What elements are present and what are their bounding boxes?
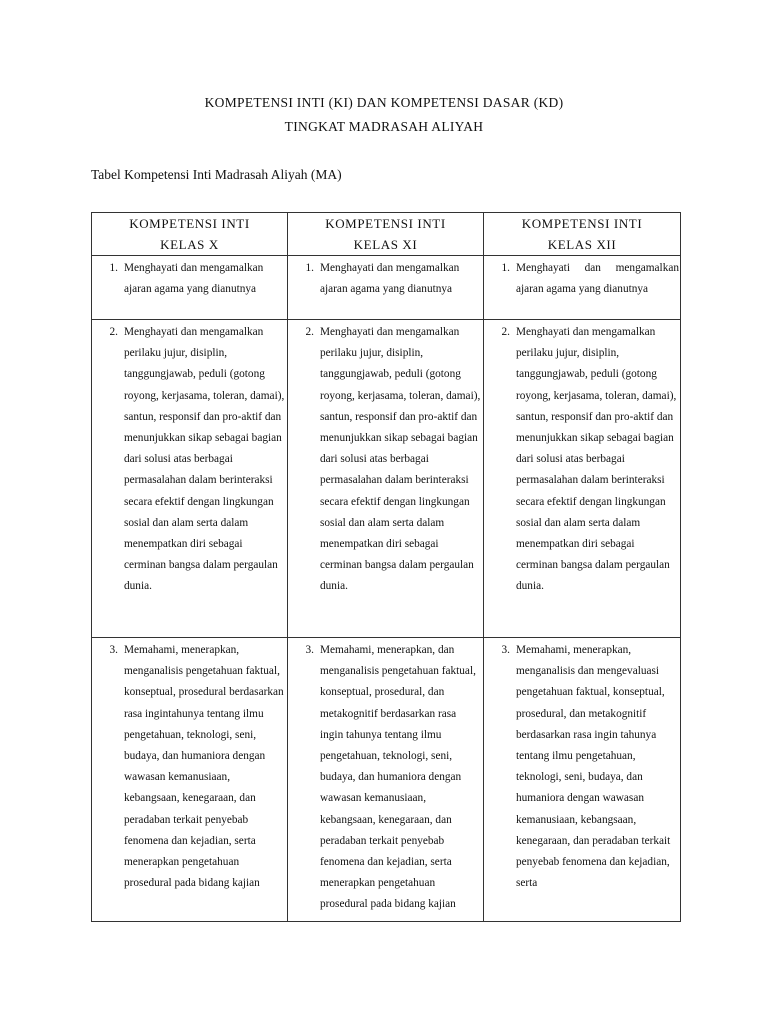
table-cell [288, 638, 484, 922]
header-label: KOMPETENSI INTI [129, 216, 250, 231]
table-cell [92, 256, 288, 320]
table-cell [288, 256, 484, 320]
header-label: KOMPETENSI INTI [521, 216, 643, 231]
header-kelas-xii [484, 213, 681, 256]
table-row [92, 638, 681, 922]
competency-table [91, 212, 681, 922]
item-text: Menghayati dan mengamalkan ajaran agama yang dianutnya [320, 262, 460, 296]
item-text: Memahami, menerapkan, menganalisis dan mengevaluasi pengetahuan faktual, konseptual, prosedural, dan metakognitif berdasarkan rasa ingin tahunya tentang ilmu pengetahuan, teknologi, seni, budaya, dan humaniora dengan wawasan kemanusiaan, kebangsaan, kenegaraan, dan peradaban terkait penyebab fenomena dan kejadian, serta [516, 644, 671, 890]
table-cell [92, 320, 288, 638]
document-title: KOMPETENSI INTI (KI) DAN KOMPETENSI DASAR (KD) [204, 95, 564, 110]
table-cell [484, 256, 681, 320]
header-kelas-xi [288, 213, 484, 256]
table-row [92, 320, 681, 638]
item-number: 2. [501, 326, 510, 338]
item-number: 1. [501, 262, 510, 274]
item-text: Menghayati dan mengamalkan perilaku jujur, disiplin, tanggungjawab, peduli (gotong royong, kerjasama, toleran, damai), santun, responsif dan pro-aktif dan menunjukkan sikap sebagai bagian dari solusi atas berbagai permasalahan dalam berinteraksi secara efektif dengan lingkungan sosial dan alam serta dalam menempatkan diri sebagai cerminan bangsa dalam pergaulan dunia. [320, 326, 481, 593]
item-number: 2. [109, 326, 118, 338]
header-class: KELAS X [160, 237, 219, 252]
header-class: KELAS XI [353, 237, 418, 252]
item-text: Memahami, menerapkan, menganalisis pengetahuan faktual, konseptual, prosedural berdasarkan rasa ingintahunya tentang ilmu pengetahuan, teknologi, seni, budaya, dan humaniora dengan wawasan kemanusiaan, kebangsaan, kenegaraan, dan peradaban terkait penyebab fenomena dan kejadian, serta menerapkan pengetahuan prosedural pada bidang kajian [124, 644, 284, 890]
item-text: Menghayati dan mengamalkan perilaku jujur, disiplin, tanggungjawab, peduli (gotong royong, kerjasama, toleran, damai), santun, responsif dan pro-aktif dan menunjukkan sikap sebagai bagian dari solusi atas berbagai permasalahan dalam berinteraksi secara efektif dengan lingkungan sosial dan alam serta dalam menempatkan diri sebagai cerminan bangsa dalam pergaulan dunia. [124, 326, 285, 593]
item-text: Menghayati dan mengamalkan ajaran agama yang dianutnya [516, 262, 679, 296]
item-number: 3. [305, 644, 314, 656]
item-text: Memahami, menerapkan, dan menganalisis pengetahuan faktual, konseptual, prosedural, dan metakognitif berdasarkan rasa ingin tahunya tentang ilmu pengetahuan, teknologi, seni, budaya, dan humaniora dengan wawasan kemanusiaan, kebangsaan, kenegaraan, dan peradaban terkait penyebab fenomena dan kejadian, serta menerapkan pengetahuan prosedural pada bidang kajian [320, 644, 476, 911]
item-number: 1. [109, 262, 118, 274]
table-cell [288, 320, 484, 638]
header-class: KELAS XII [547, 237, 617, 252]
header-kelas-x [92, 213, 288, 256]
item-number: 3. [109, 644, 118, 656]
item-text: Menghayati dan mengamalkan ajaran agama yang dianutnya [124, 262, 264, 296]
table-cell [92, 638, 288, 922]
item-number: 3. [501, 644, 510, 656]
table-cell [484, 320, 681, 638]
item-number: 2. [305, 326, 314, 338]
table-header-row [92, 213, 681, 256]
table-row [92, 256, 681, 320]
item-number: 1. [305, 262, 314, 274]
table-cell [484, 638, 681, 922]
header-label: KOMPETENSI INTI [325, 216, 446, 231]
table-caption: Tabel Kompetensi Inti Madrasah Aliyah (MA) [91, 167, 342, 182]
item-text: Menghayati dan mengamalkan perilaku jujur, disiplin, tanggungjawab, peduli (gotong royong, kerjasama, toleran, damai), santun, responsif dan pro-aktif dan menunjukkan sikap sebagai bagian dari solusi atas berbagai permasalahan dalam berinteraksi secara efektif dengan lingkungan sosial dan alam serta dalam menempatkan diri sebagai cerminan bangsa dalam pergaulan dunia. [516, 326, 677, 593]
document-title-line2: TINGKAT MADRASAH ALIYAH [284, 119, 484, 134]
